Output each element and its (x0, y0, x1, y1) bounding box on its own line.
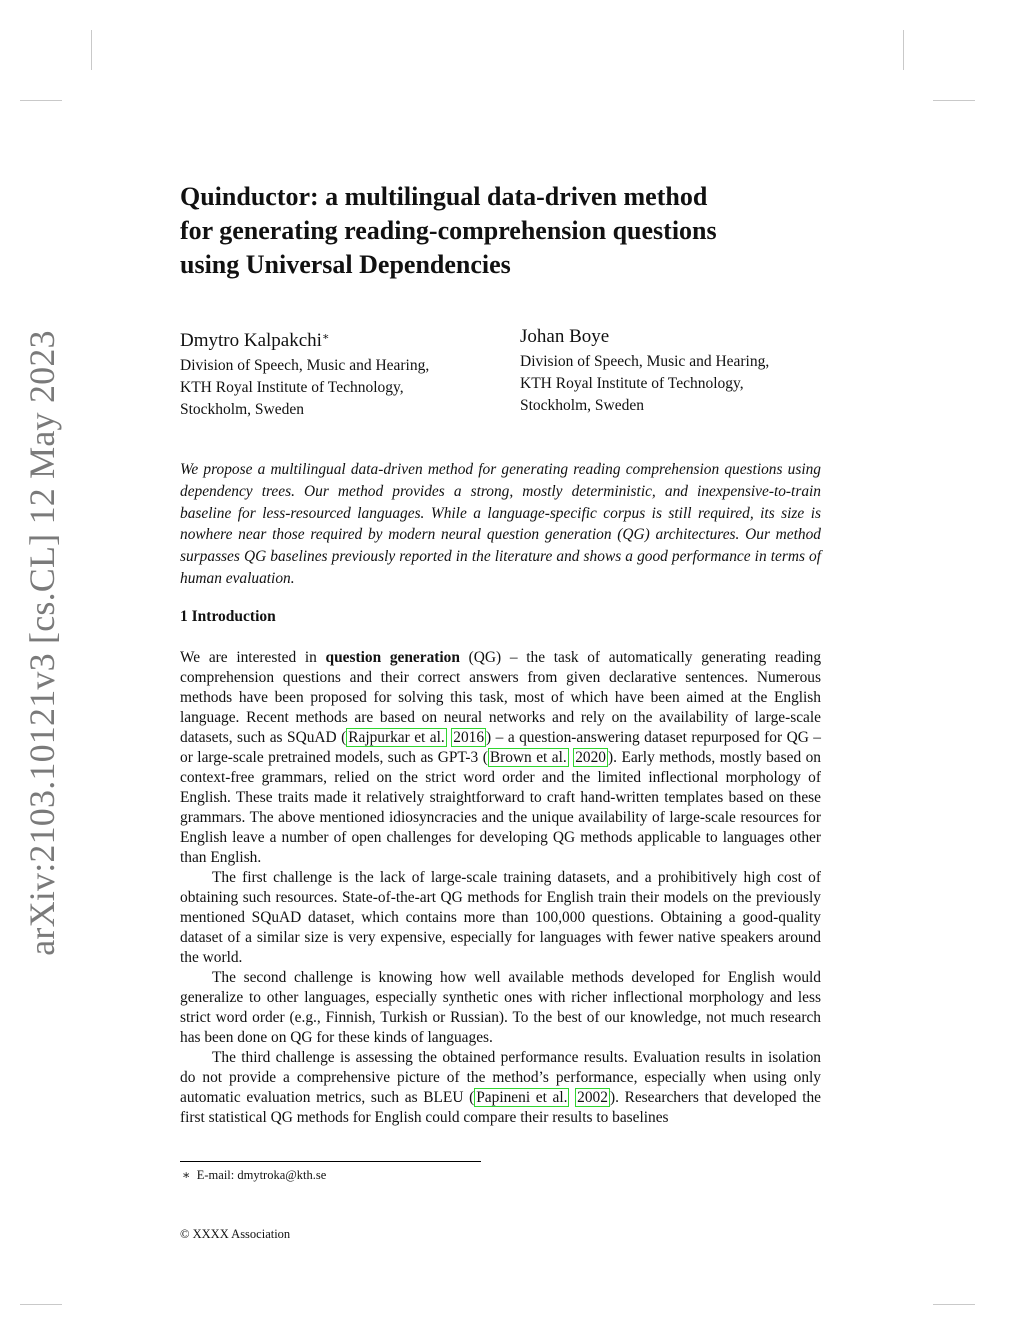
abstract: We propose a multilingual data-driven method for generating reading comprehension questions using dependency trees. Our method provides a strong, mostly deterministic, and inexpensive-to-train baseline for less-resourced languages. While a language-specific corpus is still required, its size is nowhere near those required by modern neural question generation (QG) architectures. Our method surpasses QG baselines previously reported in the literature and shows a good performance in terms of human evaluation. (180, 461, 821, 587)
crop-mark (91, 30, 92, 70)
section-title: Introduction (191, 608, 276, 625)
crop-mark (933, 1304, 975, 1305)
citation-link[interactable]: Brown et al. (489, 749, 567, 766)
paper-title (180, 180, 820, 282)
author-block-2 (520, 324, 769, 417)
footnote-marker: ∗ (321, 331, 330, 343)
title-line: Quinductor: a multilingual data-driven method (180, 182, 708, 211)
paragraph: The third challenge is assessing the obtained performance results. Evaluation results in isolation do not provide a comprehensive picture of the method’s performance, especially when using only automatic evaluation metrics, such as BLEU ( Papineni et al. 2002 ). Researchers that developed the first statistical QG methods for English could compare their results to baselines (180, 1049, 822, 1126)
crop-mark (20, 1304, 62, 1305)
crop-mark (933, 100, 975, 101)
author-block-1 (180, 324, 429, 421)
title-line: using Universal Dependencies (180, 250, 511, 279)
citation-link[interactable]: Rajpurkar et al. (348, 729, 445, 746)
section-number: 1 (180, 608, 188, 625)
crop-mark (903, 30, 904, 70)
footnote (182, 1167, 326, 1183)
paragraph: The first challenge is the lack of large-scale training datasets, and a prohibitively high cost of obtaining such resources. State-of-the-art QG methods for English train their models on the previously mentioned SQuAD dataset, which contains more than 100,000 questions. Obtaining a good-quality dataset of a similar size is very expensive, especially for languages with fewer native speakers around the world. (180, 869, 821, 966)
author-affiliation: KTH Royal Institute of Technology, (180, 379, 404, 396)
citation-year-link[interactable]: 2002 (577, 1089, 608, 1106)
body-text (180, 648, 821, 1128)
author-affiliation: Stockholm, Sweden (180, 401, 304, 418)
author-name: Dmytro Kalpakchi∗ (180, 330, 330, 351)
citation-year-link[interactable]: 2020 (575, 749, 606, 766)
author-name: Johan Boye (520, 326, 610, 347)
copyright: © XXXX Association (180, 1227, 291, 1241)
citation-year-link[interactable]: 2016 (453, 729, 485, 746)
citation-link[interactable]: Papineni et al. (476, 1089, 568, 1106)
footnote-rule (180, 1161, 481, 1162)
author-affiliation: KTH Royal Institute of Technology, (520, 375, 744, 392)
paragraph: The second challenge is knowing how well available methods developed for English would generalize to other languages, especially synthetic ones with richer inflectional morphology and less strict word order (e.g., Finnish, Turkish or Russian). To the best of our knowledge, not much research has been done on QG for these kinds of languages. (180, 969, 821, 1046)
section-heading (180, 608, 276, 626)
paragraph: We are interested in question generation (QG) – the task of automatically generating reading comprehension questions and their correct answers from given declarative sentences. Numerous methods have been proposed for solving this task, most of which have been aimed at the English language. Recent methods are based on neural networks and rely on the availability of large-scale datasets, such as SQuAD ( Rajpurkar et al. 2016 ) – a question-answering dataset repurposed for QG – or large-scale pretrained models, such as GPT-3 ( Brown et al. 2020 ). Early methods, mostly based on context-free grammars, relied on the strict word order and the limited inflectional morphology of English. These traits made it relatively straightforward to craft hand-written templates based on these grammars. The above mentioned idiosyncracies and the unique availability of large-scale resources for English leave a number of open challenges for developing QG methods applicable to languages other than English. (180, 649, 822, 866)
crop-mark (20, 100, 62, 101)
author-affiliation: Stockholm, Sweden (520, 397, 644, 414)
author-affiliation: Division of Speech, Music and Hearing, (520, 353, 770, 370)
title-line: for generating reading-comprehension questions (180, 216, 717, 245)
key-term: question generation (325, 649, 460, 666)
footnote-marker: ∗ (182, 1168, 191, 1182)
arxiv-stamp: arXiv:2103.10121v3 [cs.CL] 12 May 2023 (22, 330, 62, 956)
author-affiliation: Division of Speech, Music and Hearing, (180, 357, 430, 374)
footnote-email: E-mail: dmytroka@kth.se (196, 1168, 327, 1182)
